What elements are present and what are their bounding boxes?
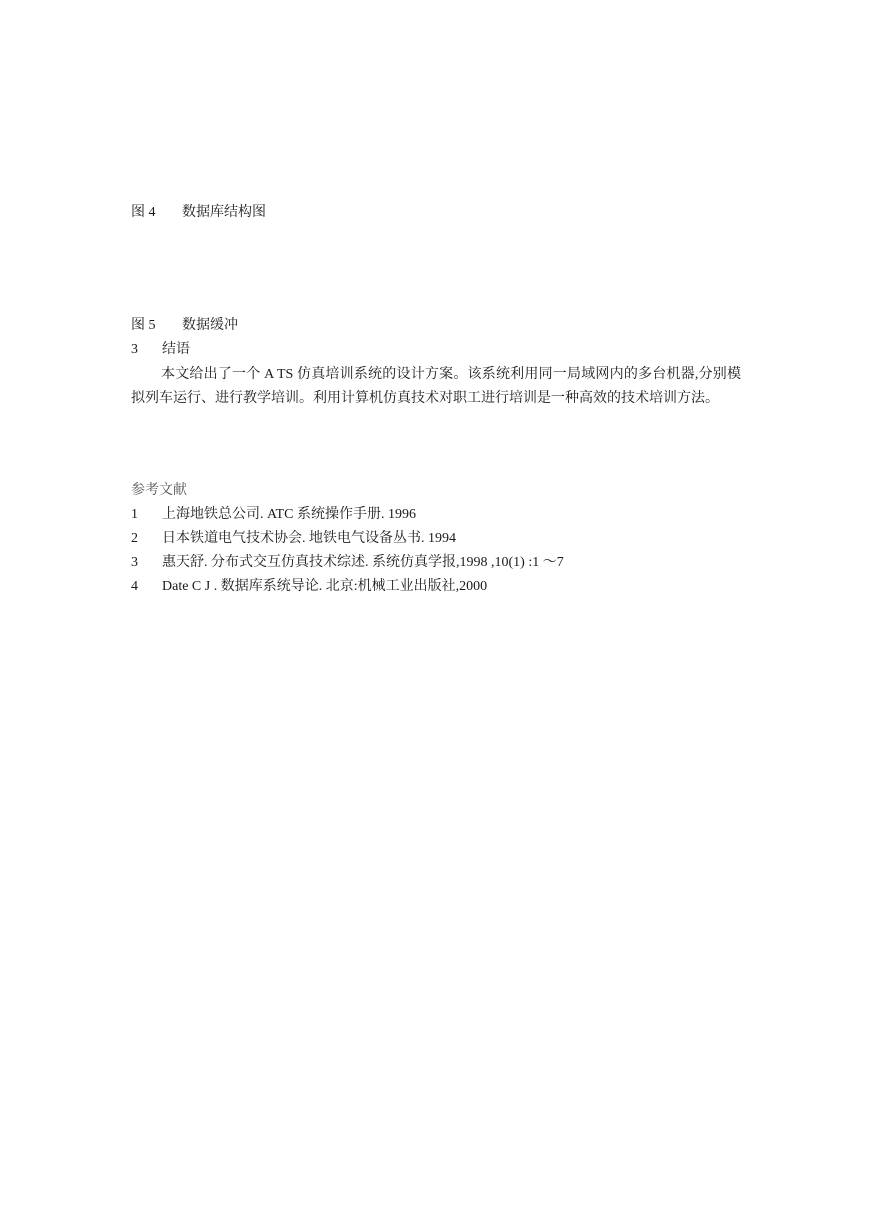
figure-5-label: 图 5 — [131, 318, 156, 333]
reference-number: 3 — [131, 555, 138, 570]
figure-4-title: 数据库结构图 — [182, 205, 266, 220]
reference-number: 2 — [131, 531, 138, 546]
section-title: 结语 — [162, 342, 190, 357]
reference-item-1 — [131, 505, 416, 525]
references-heading: 参考文献 — [131, 483, 187, 498]
reference-text: Date C J . 数据库系统导论. 北京:机械工业出版社,2000 — [162, 579, 488, 594]
reference-text: 日本铁道电气技术协会. 地铁电气设备丛书. 1994 — [162, 531, 456, 546]
figure-4-caption — [131, 203, 266, 223]
figure-5-caption — [131, 316, 238, 336]
figure-5-title: 数据缓冲 — [182, 318, 238, 333]
section-number: 3 — [131, 342, 138, 357]
reference-item-3 — [131, 553, 564, 573]
reference-item-4 — [131, 577, 487, 597]
reference-text: 上海地铁总公司. ATC 系统操作手册. 1996 — [162, 507, 416, 522]
conclusion-paragraph: 本文给出了一个 A TS 仿真培训系统的设计方案。该系统利用同一局域网内的多台机器,分别模拟列车运行、进行教学培训。利用计算机仿真技术对职工进行培训是一种高效的技术培训方法。 — [131, 367, 741, 406]
section-heading — [131, 340, 190, 360]
reference-item-2 — [131, 529, 456, 549]
reference-text: 惠天舒. 分布式交互仿真技术综述. 系统仿真学报,1998 ,10(1) :1 ～7 — [162, 555, 564, 570]
reference-number: 1 — [131, 507, 138, 522]
reference-number: 4 — [131, 579, 138, 594]
figure-4-label: 图 4 — [131, 205, 156, 220]
